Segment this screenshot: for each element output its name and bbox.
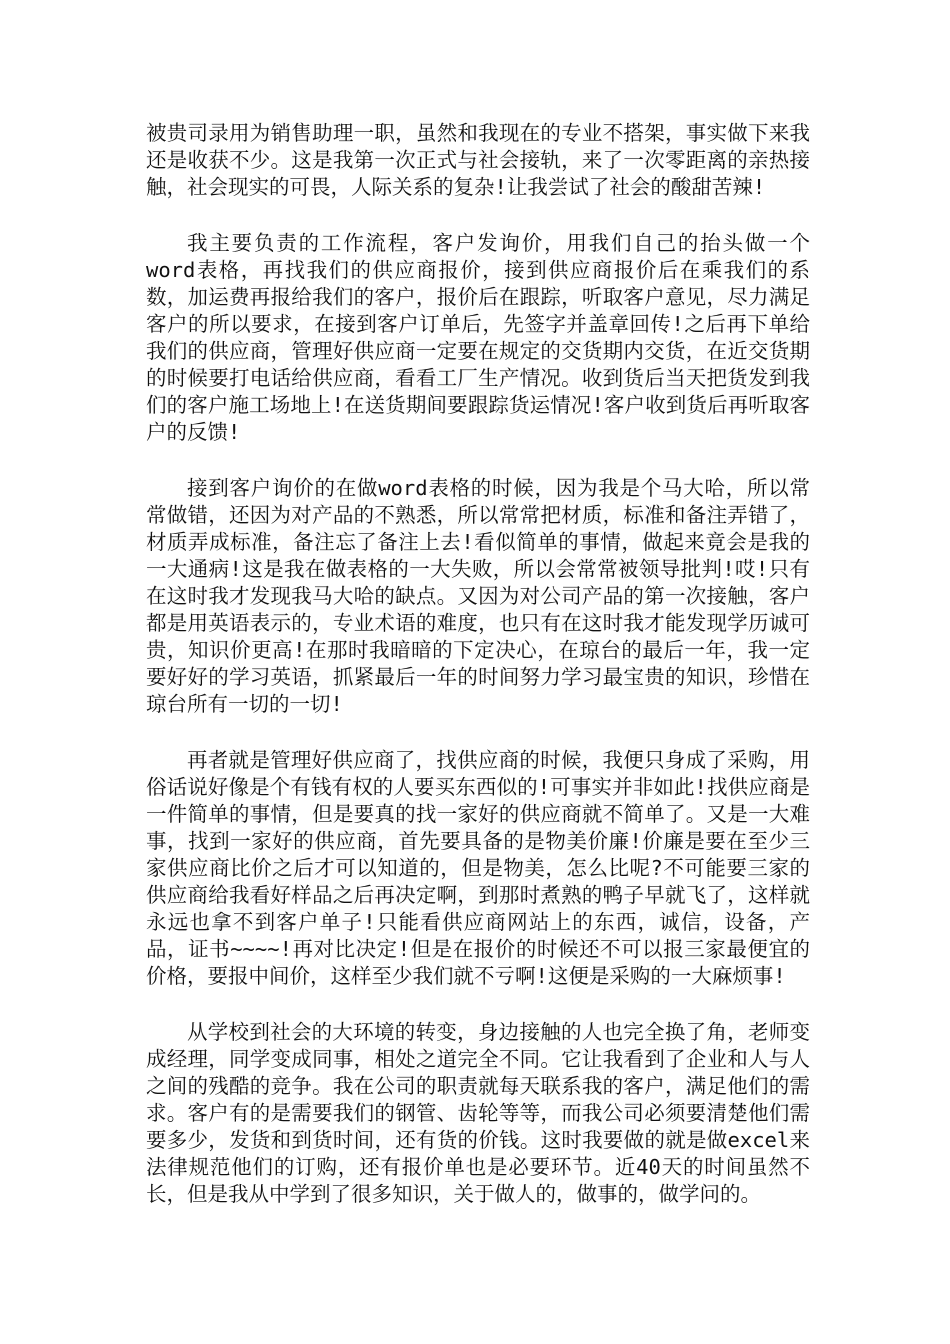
- document-body: [146, 120, 810, 1208]
- paragraph-1: 被贵司录用为销售助理一职，虽然和我现在的专业不搭架，事实做下来我还是收获不少。这是我第一次正式与社会接轨，来了一次零距离的亲热接触，社会现实的可畏，人际关系的复杂!让我尝试了社会的酸甜苦辣!: [146, 121, 810, 199]
- paragraph-4: 再者就是管理好供应商了，找供应商的时候，我便只身成了采购，用俗话说好像是个有钱有权的人要买东西似的!可事实并非如此!找供应商是一件简单的事情，但是要真的找一家好的供应商就不简单了。又是一大难事，找到一家好的供应商，首先要具备的是物美价廉!价廉是要在至少三家供应商比价之后才可以知道的，但是物美，怎么比呢?不可能要三家的供应商给我看好样品之后再决定啊，到那时煮熟的鸭子早就飞了，这样就永远也拿不到客户单子!只能看供应商网站上的东西，诚信，设备，产品，证书~~~~!再对比决定!但是在报价的时候还不可以报三家最便宜的价格，要报中间价，这样至少我们就不亏啊!这便是采购的一大麻烦事!: [146, 748, 810, 988]
- paragraph-3: 接到客户询价的在做word表格的时候，因为我是个马大哈，所以常常做错，还因为对产品的不熟悉，所以常常把材质，标准和备注弄错了，材质弄成标准，备注忘了备注上去!看似简单的事情，做起来竟会是我的一大通病!这是我在做表格的一大失败，所以会常常被领导批判!哎!只有在这时我才发现我马大哈的缺点。又因为对公司产品的第一次接触，客户都是用英语表示的，专业术语的难度，也只有在这时我才能发现学历诚可贵，知识价更高!在那时我暗暗的下定决心，在琼台的最后一年，我一定要好好的学习英语，抓紧最后一年的时间努力学习最宝贵的知识，珍惜在琼台所有一切的一切!: [146, 476, 810, 716]
- paragraph-2: 我主要负责的工作流程，客户发询价，用我们自己的抬头做一个word表格，再找我们的供应商报价，接到供应商报价后在乘我们的系数，加运费再报给我们的客户，报价后在跟踪，听取客户意见，尽力满足客户的所以要求，在接到客户订单后，先签字并盖章回传!之后再下单给我们的供应商，管理好供应商一定要在规定的交货期内交货，在近交货期的时候要打电话给供应商，看看工厂生产情况。收到货后当天把货发到我们的客户施工场地上!在送货期间要跟踪货运情况!客户收到货后再听取客户的反馈!: [146, 231, 810, 444]
- paragraph-5: 从学校到社会的大环境的转变，身边接触的人也完全换了角，老师变成经理，同学变成同事，相处之道完全不同。它让我看到了企业和人与人之间的残酷的竞争。我在公司的职责就每天联系我的客户，满足他们的需求。客户有的是需要我们的钢管、齿轮等等，而我公司必须要清楚他们需要多少，发货和到货时间，还有货的价钱。这时我要做的就是做excel来法律规范他们的订购，还有报价单也是必要环节。近40天的时间虽然不长，但是我从中学到了很多知识，关于做人的，做事的，做学问的。: [146, 1020, 810, 1206]
